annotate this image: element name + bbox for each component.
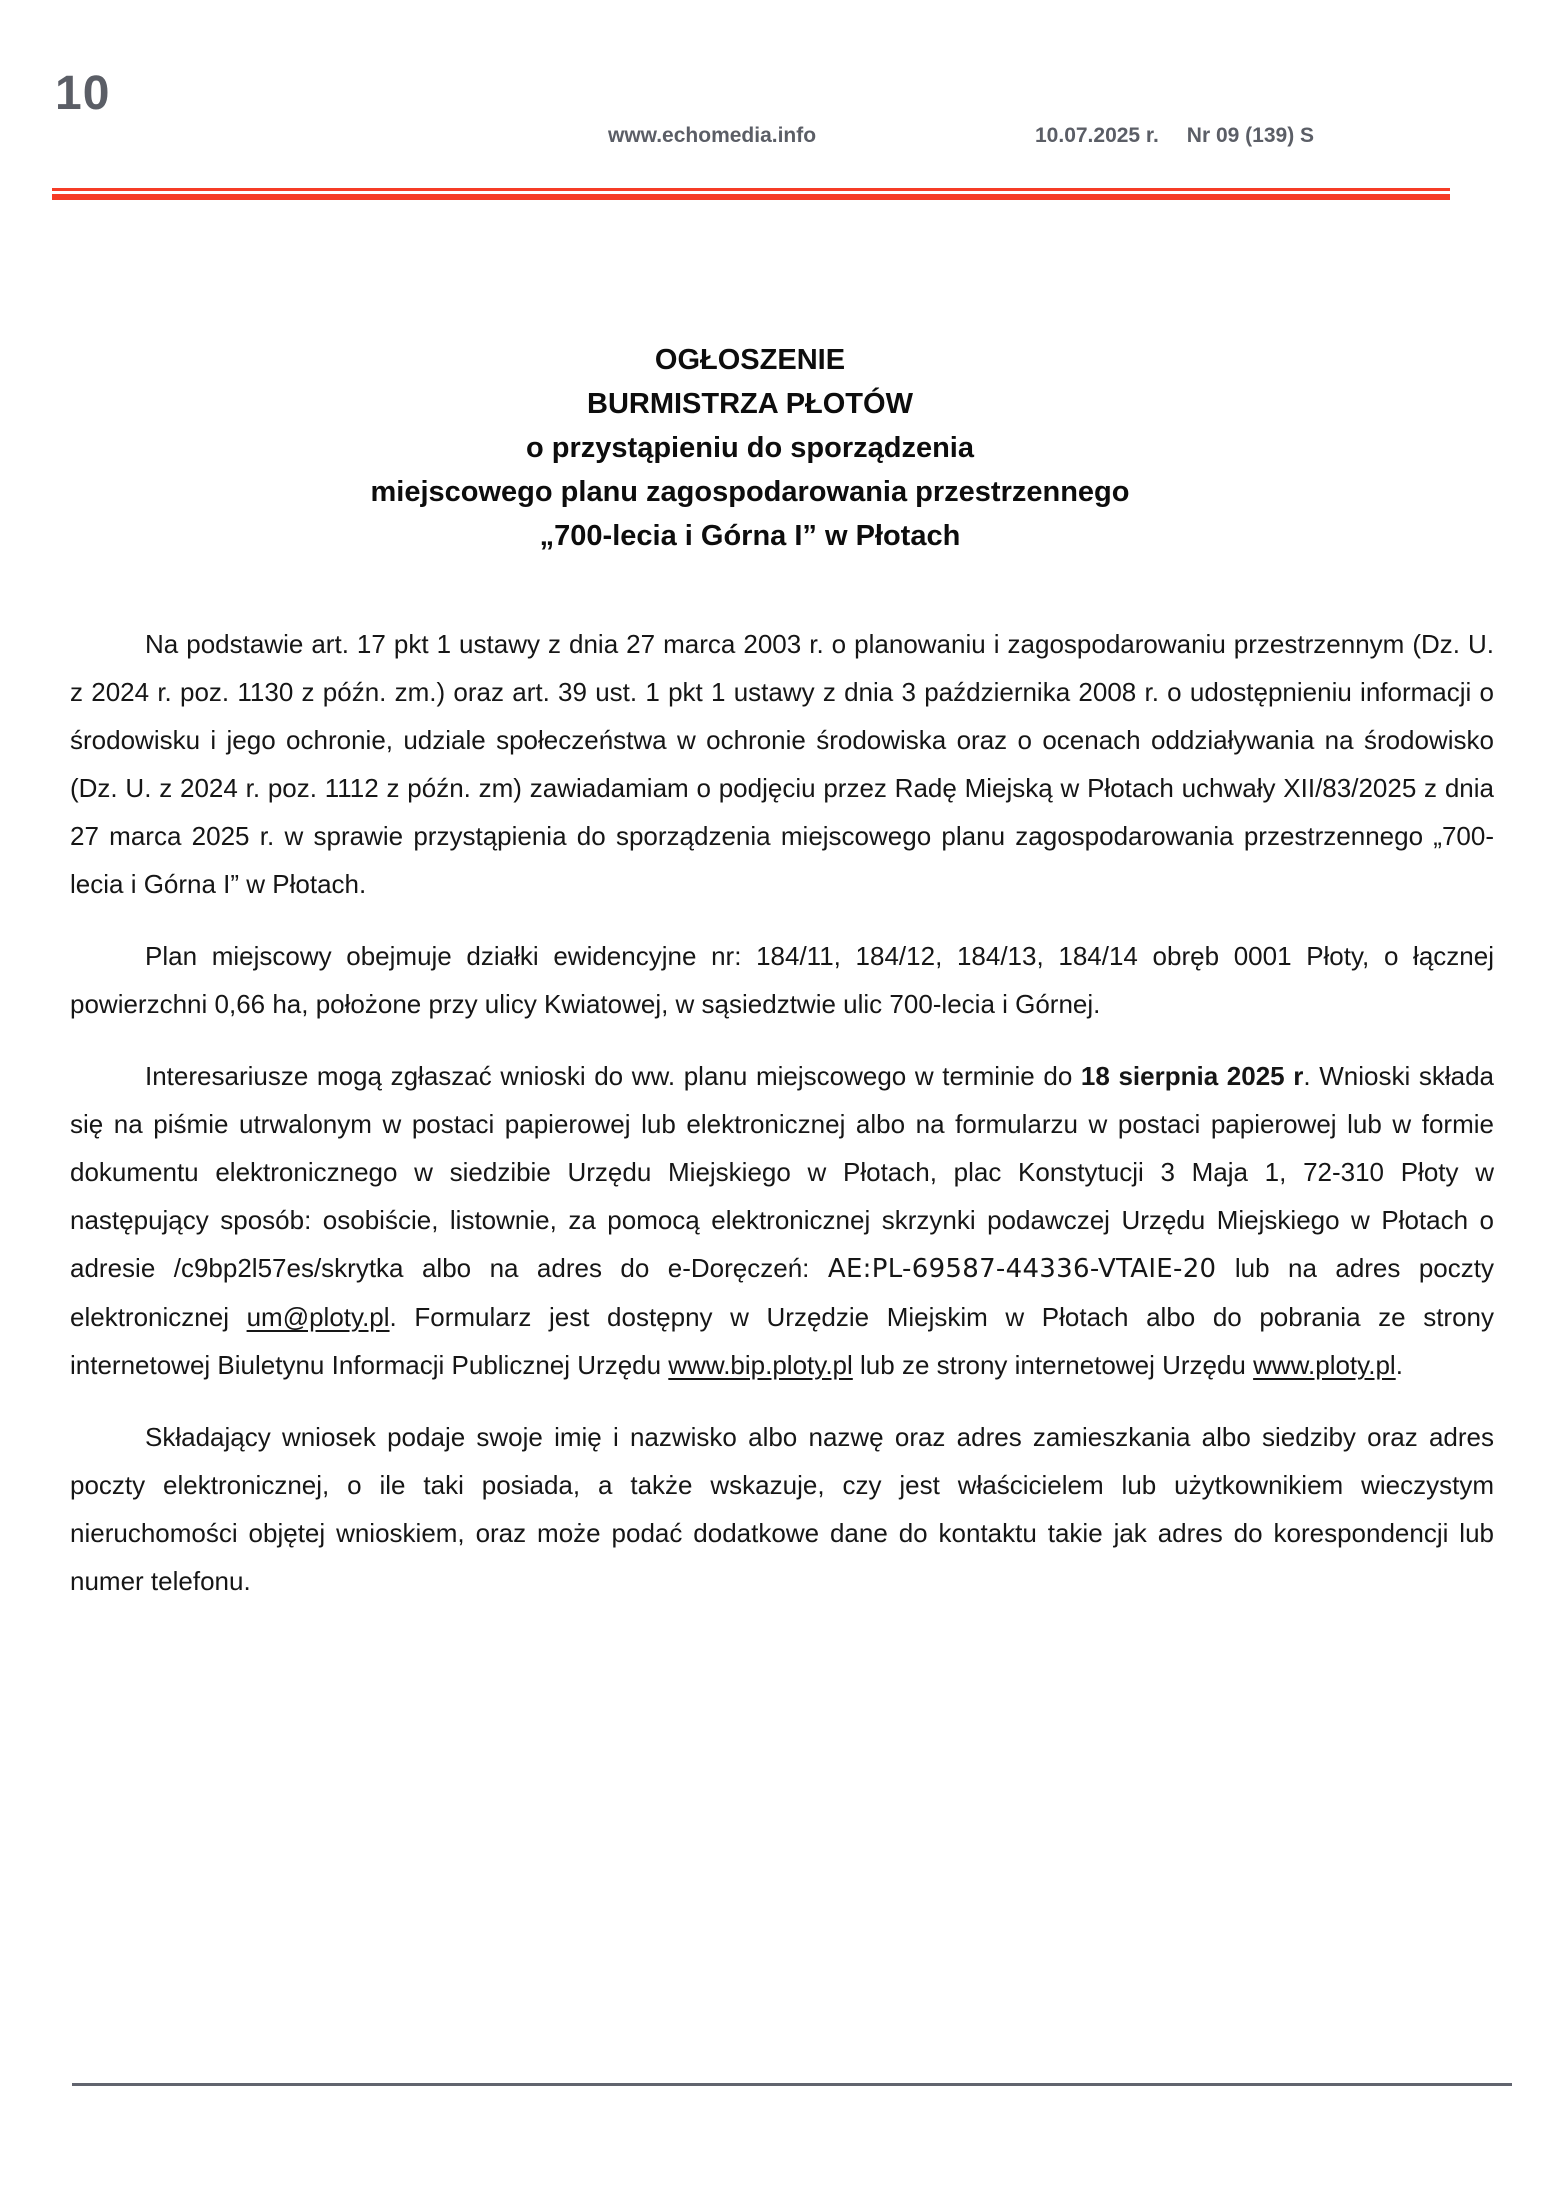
edoreczenia-address: AE:PL-69587-44336-VTAIE-20	[827, 1254, 1217, 1284]
page-header	[0, 0, 1558, 200]
bottom-rule	[72, 2083, 1512, 2086]
paragraph-applicant-data	[70, 1413, 1494, 1605]
announcement-body	[70, 620, 1494, 1605]
text-segment: .	[1395, 1350, 1403, 1380]
title-line-5: „700-lecia i Górna I” w Płotach	[539, 520, 961, 552]
text-segment: . Formularz jest dostępny w Urzędzie Miejskim w Płotach albo do pobrania ze strony internetowej Biuletynu Informacji Publicznej Urzędu	[70, 1302, 1494, 1380]
text-segment: . Wnioski składa się na piśmie utrwalonym w postaci papierowej lub elektronicznej albo na formularzu w postaci papierowej lub w formie dokumentu elektronicznego w siedzibie Urzędu Miejskiego w Płotach, plac Konstytucji 3 Maja 1, 72-310 Płoty w następujący sposób: osobiście, listownie, za pomocą elektronicznej skrzynki podawczej Urzędu Miejskiego w Płotach o adresie /c9bp2l57es/skrytka albo na adres do e-Doręczeń:	[70, 1061, 1494, 1283]
paragraph-legal-basis	[70, 620, 1494, 908]
title-line-2: BURMISTRZA PŁOTÓW	[587, 388, 913, 420]
text-segment: Interesariusze mogą zgłaszać wnioski do ww. planu miejscowego w terminie do	[145, 1061, 1081, 1091]
text-segment: Na podstawie art. 17 pkt 1 ustawy z dnia 27 marca 2003 r. o planowaniu i zagospodarowaniu przestrzennym (Dz. U. z 2024 r. poz. 1130 z późn. zm.) oraz art. 39 ust. 1 pkt 1 ustawy z dnia 3 października 2008 r. o udostępnieniu informacji o środowisku i jego ochronie, udziale społeczeństwa w ochronie środowiska oraz o ocenach oddziaływania na środowisko (Dz. U. z 2024 r. poz. 1112 z późn. zm) zawiadamiam o podjęciu przez Radę Miejską w Płotach uchwały XII/83/2025 z dnia 27 marca 2025 r. w sprawie przystąpienia do sporządzenia miejscowego planu zagospodarowania przestrzennego „700-lecia i Górna I” w Płotach.	[70, 629, 1494, 899]
text-segment: Składający wniosek podaje swoje imię i nazwisko albo nazwę oraz adres zamieszkania albo siedziby oraz adres poczty elektronicznej, o ile taki posiada, a także wskazuje, czy jest właścicielem lub użytkownikiem wieczystym nieruchomości objętej wnioskiem, oraz może podać dodatkowe dane do kontaktu takie jak adres do korespondencji lub numer telefonu.	[70, 1422, 1494, 1596]
title-line-3: o przystąpieniu do sporządzenia	[526, 432, 974, 464]
red-rule-thick-line	[52, 194, 1450, 200]
paragraph-plan-area	[70, 932, 1494, 1028]
title-line-1: OGŁOSZENIE	[654, 344, 846, 376]
announcement	[70, 338, 1494, 1605]
title-line-4: miejscowego planu zagospodarowania przestrzennego	[370, 476, 1130, 508]
bip-website-link[interactable]: www.bip.ploty.pl	[668, 1350, 853, 1380]
email-link[interactable]: um@ploty.pl	[246, 1302, 390, 1332]
announcement-title	[70, 338, 1430, 558]
issue-date: 10.07.2025 r.	[1035, 124, 1159, 147]
city-website-link[interactable]: www.ploty.pl	[1253, 1350, 1396, 1380]
issue-info	[1035, 124, 1314, 148]
text-segment: lub ze strony internetowej Urzędu	[852, 1350, 1254, 1380]
header-red-rule	[52, 188, 1450, 200]
text-segment: 18 sierpnia 2025 r	[1080, 1061, 1304, 1091]
site-url: www.echomedia.info	[608, 124, 817, 147]
text-segment: lub na adres poczty elektronicznej	[70, 1253, 1494, 1332]
page-number: 10	[55, 67, 111, 120]
text-segment: Plan miejscowy obejmuje działki ewidencyjne nr: 184/11, 184/12, 184/13, 184/14 obręb 0001 Płoty, o łącznej powierzchni 0,66 ha, położone przy ulicy Kwiatowej, w sąsiedztwie ulic 700-lecia i Górnej.	[70, 941, 1494, 1019]
issue-number: Nr 09 (139) S	[1186, 124, 1315, 147]
paragraph-submission-info	[70, 1052, 1494, 1389]
